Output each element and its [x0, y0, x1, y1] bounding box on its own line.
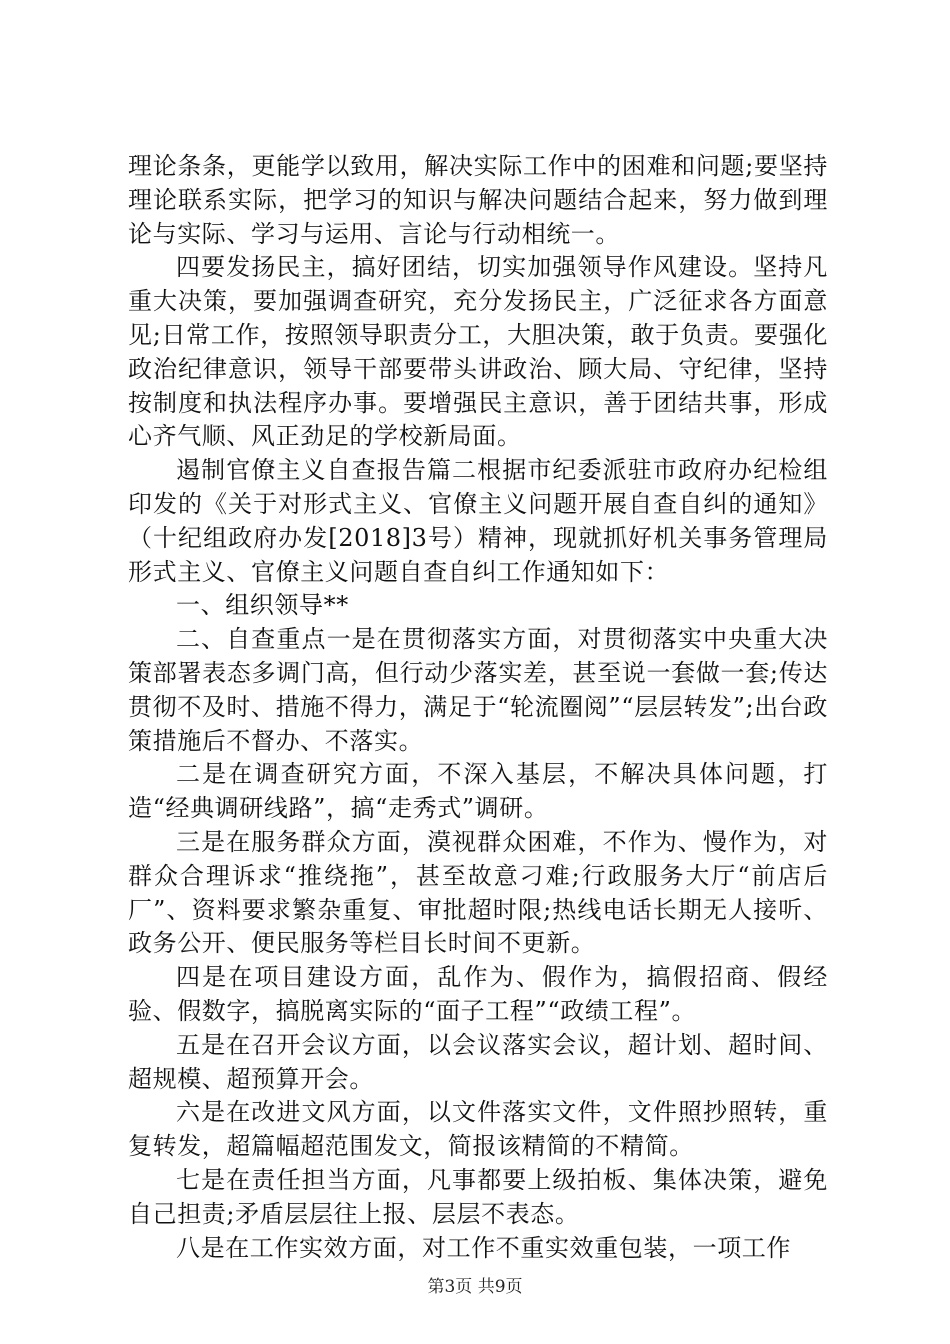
- paragraph-effectiveness: 八是在工作实效方面，对工作不重实效重包装，一项工作: [176, 1233, 791, 1262]
- paragraph-meetings: 五是在召开会议方面，以会议落实会议，超计划、超时间、超规模、超预算开会。: [128, 1030, 828, 1093]
- paragraph-projects: 四是在项目建设方面，乱作为、假作为，搞假招商、假经验、假数字，搞脱离实际的“面子工程”“政绩工程”。: [128, 963, 828, 1025]
- paragraph-research: 二是在调查研究方面，不深入基层，不解决具体问题，打造“经典调研线路”，搞“走秀式”调研。: [128, 760, 828, 823]
- paragraph-democracy-unity: 四要发扬民主，搞好团结，切实加强领导作风建设。坚持凡重大决策，要加强调查研究，充分发扬民主，广泛征求各方面意见;日常工作，按照领导职责分工，大胆决策，敢于负责。要强化政治纪律意识，领导干部要带头讲政治、顾大局、守纪律，坚持按制度和执法程序办事。要增强民主意识，善于团结共事，形成心齐气顺、风正劲足的学校新局面。: [128, 253, 828, 451]
- paragraph-writing-style: 六是在改进文风方面，以文件落实文件，文件照抄照转，重复转发，超篇幅超范围发文，简报该精简的不精简。: [128, 1098, 828, 1161]
- paragraph-self-check-focus: 二、自查重点一是在贯彻落实方面，对贯彻落实中央重大决策部署表态多调门高，但行动少落实差，甚至说一套做一套;传达贯彻不及时、措施不得力，满足于“轮流圈阅”“层层转发”;出台政策措施后不督办、不落实。: [128, 625, 828, 755]
- page-footer: 第3页 共9页: [427, 1277, 523, 1297]
- section-heading-organization: 一、组织领导**: [176, 591, 349, 620]
- paragraph-continued: 理论条条，更能学以致用，解决实际工作中的困难和问题;要坚持理论联系实际，把学习的知识与解决问题结合起来，努力做到理论与实际、学习与运用、言论与行动相统一。: [128, 152, 828, 248]
- paragraph-report-intro: 遏制官僚主义自查报告篇二根据市纪委派驻市政府办纪检组印发的《关于对形式主义、官僚主义问题开展自查自纠的通知》（十纪组政府办发[2018]3号）精神，现就抓好机关事务管理局形式主义、官僚主义问题自查自纠工作通知如下：: [128, 456, 828, 586]
- paragraph-responsibility: 七是在责任担当方面，凡事都要上级拍板、集体决策，避免自己担责;矛盾层层往上报、层层不表态。: [128, 1165, 828, 1228]
- document-body: [128, 150, 828, 1265]
- paragraph-serving-public: 三是在服务群众方面，漠视群众困难，不作为、慢作为，对群众合理诉求“推绕拖”，甚至故意刁难;行政服务大厅“前店后厂”、资料要求繁杂重复、审批超时限;热线电话长期无人接听、政务公开、便民服务等栏目长时间不更新。: [128, 827, 828, 958]
